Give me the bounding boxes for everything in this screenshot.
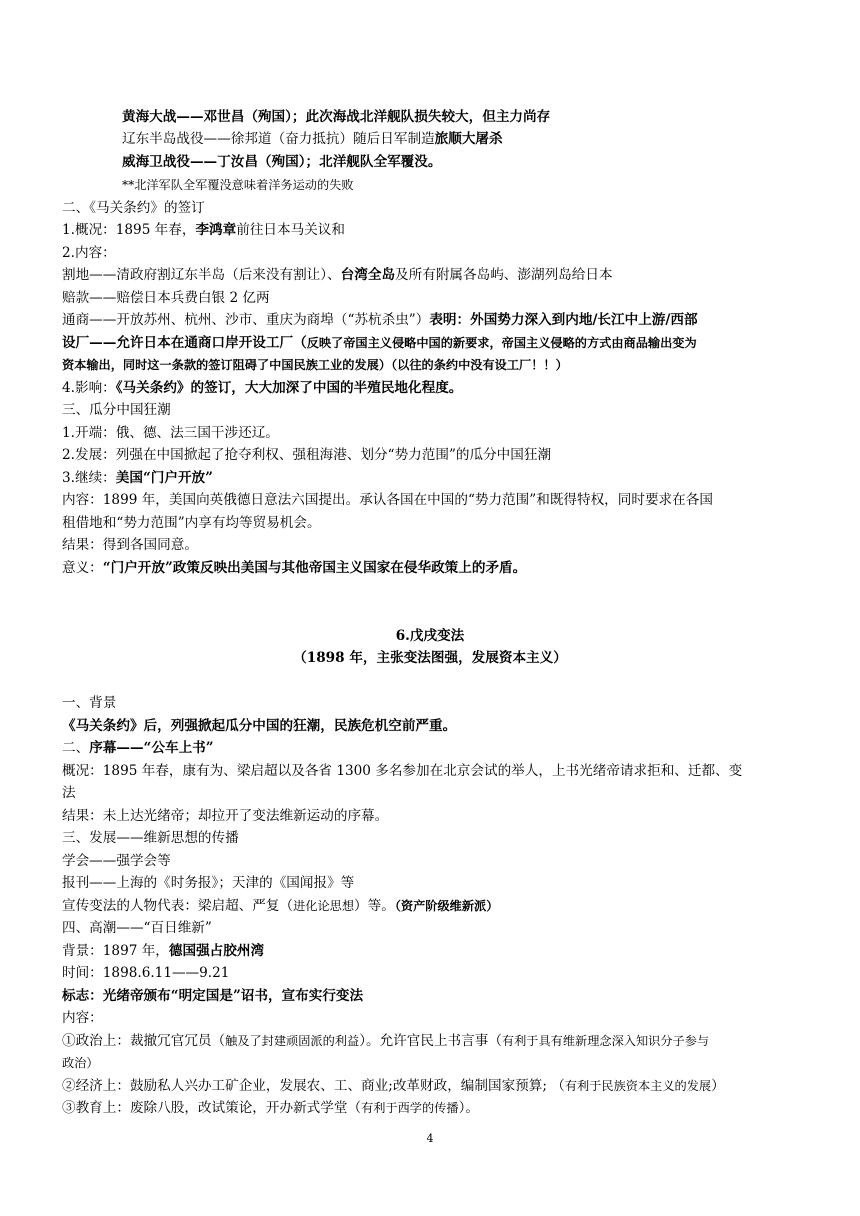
text-run: 设厂——允许日本在通商口岸开设工厂（ — [62, 335, 307, 351]
text-run: 1.开端：俄、德、法三国干涉还辽。 — [62, 425, 279, 441]
text-run: 辽东半岛战役——徐邦道（奋力抵抗）随后日军制造 — [122, 131, 435, 147]
text-run: 3.继续： — [62, 470, 116, 486]
text-line — [62, 491, 713, 509]
text-line — [62, 424, 279, 442]
text-run: （1898 年，主张变法图强，发展资本主义） — [293, 650, 567, 666]
text-run: 黄海大战——邓世昌（殉国）；此次海战北洋舰队损失较大，但主力尚存 — [122, 109, 551, 125]
text-line — [62, 401, 171, 419]
text-run: 二、《马关条约》的签订 — [62, 200, 205, 216]
page-number: 4 — [426, 1132, 434, 1145]
text-run: 前往日本马关议和 — [236, 222, 345, 238]
text-run: ③教育上：废除八股，改试策论，开办新式学堂（ — [62, 1100, 362, 1116]
text-run: 序幕——“公车上书” — [89, 740, 214, 756]
text-run: 概况：1895 年春，康有为、梁启超以及各省 1300 多名参加在北京会试的举人，上书光绪帝请求拒和、迁都、变 — [62, 763, 743, 779]
text-run: 美国“门户开放” — [115, 470, 213, 486]
text-line — [62, 536, 198, 554]
text-run: 报刊——上海的《时务报》；天津的《国闻报》等 — [62, 875, 355, 891]
text-run: **北洋军队全军覆没意味着洋务运动的失败 — [122, 178, 354, 192]
text-run: 2.内容： — [62, 245, 116, 261]
text-run: 1.概况：1895 年春， — [62, 222, 196, 238]
text-run: 有利于西学的传播 — [361, 1101, 459, 1115]
text-run: “门户开放”政策反映出美国与其他帝国主义国家在侵华政策上的矛盾。 — [102, 560, 527, 576]
text-run: 四、高潮——“百日维新” — [62, 920, 212, 936]
text-run: ） — [711, 1078, 725, 1094]
text-run: 有利于具有维新理念深入知识分子参与 — [501, 1034, 710, 1048]
text-run: 通商——开放苏州、杭州、沙市、重庆为商埠（“苏杭杀虫”） — [62, 312, 430, 328]
text-line — [62, 919, 212, 937]
text-run: 李鸿章 — [195, 222, 237, 238]
text-run: 4.影响： — [62, 380, 116, 396]
text-line — [62, 784, 76, 802]
text-run: ）。允许官民上书言事（ — [359, 1033, 502, 1049]
text-line — [62, 559, 526, 577]
text-run: 赔款——赔偿日本兵费白银 2 亿两 — [62, 290, 270, 306]
text-line — [62, 829, 239, 847]
text-run: 资本输出，同时这一条款的签订阻碍了中国民族工业的发展）（以往的条约中没有设工厂！！） — [62, 358, 568, 372]
text-line — [62, 1009, 103, 1027]
text-line — [62, 289, 270, 307]
text-run: 标志：光绪帝颁布“明定国是”诏书，宣布实行变法 — [62, 988, 364, 1004]
text-run: 割地——清政府割辽东半岛（后来没有割让）、 — [62, 267, 341, 283]
text-run: 德国强占胶州湾 — [168, 943, 265, 959]
text-run: 2.发展：列强在中国掀起了抢夺利权、强租海港、划分“势力范围”的瓜分中国狂潮 — [62, 447, 552, 463]
text-run: 《马关条约》的签订，大大加深了中国的半殖民地化程度。 — [115, 380, 463, 396]
text-line — [62, 942, 264, 960]
text-line — [62, 334, 697, 352]
text-run: 宣传变法的人物代表：梁启超、严复（ — [62, 898, 294, 914]
text-line — [62, 446, 551, 464]
text-run: 旅顺大屠杀 — [434, 131, 503, 147]
text-run: 及所有附属各岛屿、澎湖列岛给日本 — [395, 267, 613, 283]
text-line — [62, 897, 498, 915]
text-line — [62, 739, 214, 757]
text-line — [62, 1099, 479, 1117]
text-line — [62, 1032, 709, 1050]
text-run: 台湾全岛 — [340, 267, 396, 283]
text-line — [62, 987, 363, 1005]
text-line — [62, 807, 388, 825]
text-line — [0, 649, 860, 667]
text-run: 有利于民族资本主义的发展 — [564, 1079, 712, 1093]
text-line — [122, 130, 503, 148]
text-run: 三、瓜分中国狂潮 — [62, 402, 171, 418]
text-run: ②经济上：鼓励私人兴办工矿企业，发展农、工、商业;改革财政，编制国家预算; （ — [62, 1078, 565, 1094]
text-line — [62, 266, 613, 284]
text-line — [62, 874, 354, 892]
text-line — [62, 964, 229, 982]
text-run: 触及了封建顽固派的利益 — [225, 1034, 360, 1048]
text-run: 法 — [62, 785, 76, 801]
text-run: 进化论思想 — [293, 899, 355, 913]
text-line — [62, 244, 116, 262]
text-line — [62, 199, 205, 217]
text-line — [62, 356, 568, 374]
text-run: 学会——强学会等 — [62, 853, 171, 869]
text-run: ①政治上：裁撤冗官冗员（ — [62, 1033, 226, 1049]
text-line — [0, 627, 860, 645]
text-line — [62, 514, 321, 532]
text-run: （资产阶级维新派） — [394, 899, 499, 913]
text-line — [62, 852, 171, 870]
text-run: 反映了帝国主义侵略中国的新要求，帝国主义侵略的方式由商品输出变为 — [306, 336, 697, 350]
text-run: 结果：未上达光绪帝；却拉开了变法维新运动的序幕。 — [62, 808, 389, 824]
text-line — [62, 694, 116, 712]
text-run: 6.戊戌变法 — [395, 628, 465, 644]
text-run: 结果：得到各国同意。 — [62, 537, 198, 553]
text-line — [62, 379, 462, 397]
text-line — [122, 153, 441, 171]
text-line — [62, 221, 345, 239]
text-run: 背景：1897 年， — [62, 943, 169, 959]
text-line — [62, 1077, 725, 1095]
text-run: ）等。 — [354, 898, 395, 914]
text-line — [122, 108, 550, 126]
text-run: 一、背景 — [62, 695, 117, 711]
text-line — [62, 762, 742, 780]
text-line — [122, 176, 354, 194]
text-run: 内容：1899 年，美国向英俄德日意法六国提出。承认各国在中国的“势力范围”和既得特权，同时要求在各国 — [62, 492, 713, 508]
text-line — [62, 311, 698, 329]
text-run: 意义： — [62, 560, 103, 576]
text-run: 二、 — [62, 740, 90, 756]
text-run: ）。 — [458, 1100, 479, 1116]
text-run: 内容： — [62, 1010, 103, 1026]
text-run: 表明：外国势力深入到内地/长江中上游/西部 — [429, 312, 698, 328]
text-line — [62, 717, 456, 735]
text-run: 政治） — [62, 1056, 99, 1070]
text-line — [62, 469, 213, 487]
text-run: 《马关条约》后，列强掀起瓜分中国的狂潮，民族危机空前严重。 — [62, 718, 457, 734]
text-line — [62, 1054, 99, 1072]
text-run: 时间：1898.6.11——9.21 — [62, 965, 230, 981]
text-run: 三、发展——维新思想的传播 — [62, 830, 239, 846]
text-run: 威海卫战役——丁汝昌（殉国）；北洋舰队全军覆没。 — [122, 154, 442, 170]
text-run: 租借地和“势力范围”内享有均等贸易机会。 — [62, 515, 321, 531]
